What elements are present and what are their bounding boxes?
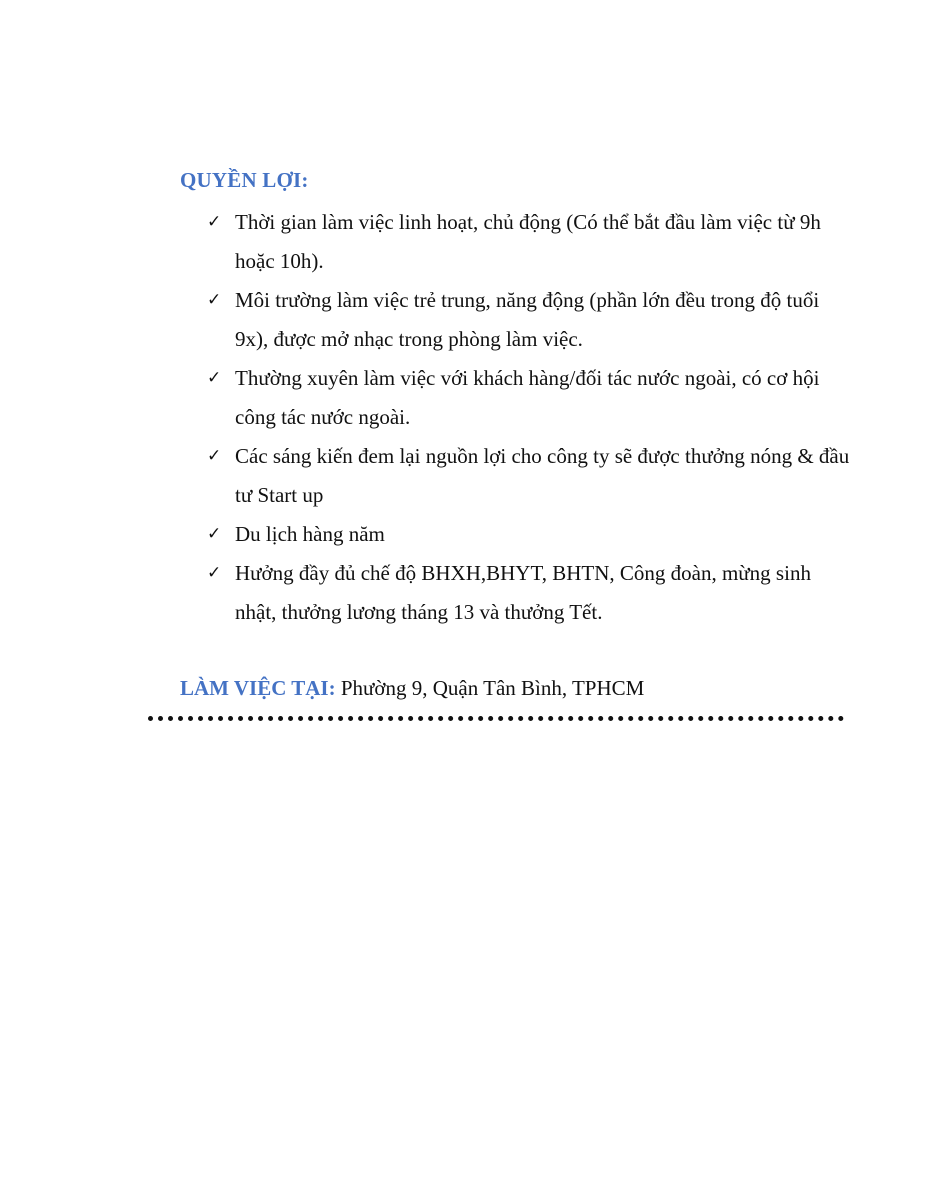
list-item — [205, 554, 855, 632]
benefit-text: Du lịch hàng năm — [235, 522, 385, 546]
checkmark-icon: ✓ — [207, 212, 222, 232]
checkmark-icon: ✓ — [207, 368, 222, 388]
location-label: LÀM VIỆC TẠI: — [180, 676, 336, 700]
benefits-list — [205, 203, 855, 632]
work-location — [180, 676, 644, 701]
list-item — [205, 281, 855, 359]
checkmark-icon: ✓ — [207, 290, 222, 310]
list-item — [205, 203, 855, 281]
list-item — [205, 359, 855, 437]
dotted-divider — [148, 716, 844, 721]
benefit-text: Thường xuyên làm việc với khách hàng/đối tác nước ngoài, có cơ hội công tác nước ngoài. — [235, 366, 820, 429]
location-value: Phường 9, Quận Tân Bình, TPHCM — [335, 676, 645, 700]
benefit-text: Thời gian làm việc linh hoạt, chủ động (Có thể bắt đầu làm việc từ 9h hoặc 10h). — [235, 210, 821, 273]
list-item — [205, 437, 855, 515]
list-item — [205, 515, 855, 554]
checkmark-icon: ✓ — [207, 524, 222, 544]
checkmark-icon: ✓ — [207, 446, 222, 466]
checkmark-icon: ✓ — [207, 563, 222, 583]
benefits-heading: QUYỀN LỢI: — [180, 168, 309, 192]
benefit-text: Môi trường làm việc trẻ trung, năng động (phần lớn đều trong độ tuổi 9x), được mở nhạc trong phòng làm việc. — [235, 288, 820, 351]
benefit-text: Các sáng kiến đem lại nguồn lợi cho công ty sẽ được thưởng nóng & đầu tư Start up — [235, 444, 850, 507]
benefit-text: Hưởng đầy đủ chế độ BHXH,BHYT, BHTN, Công đoàn, mừng sinh nhật, thưởng lương tháng 13 và thưởng Tết. — [235, 561, 811, 624]
